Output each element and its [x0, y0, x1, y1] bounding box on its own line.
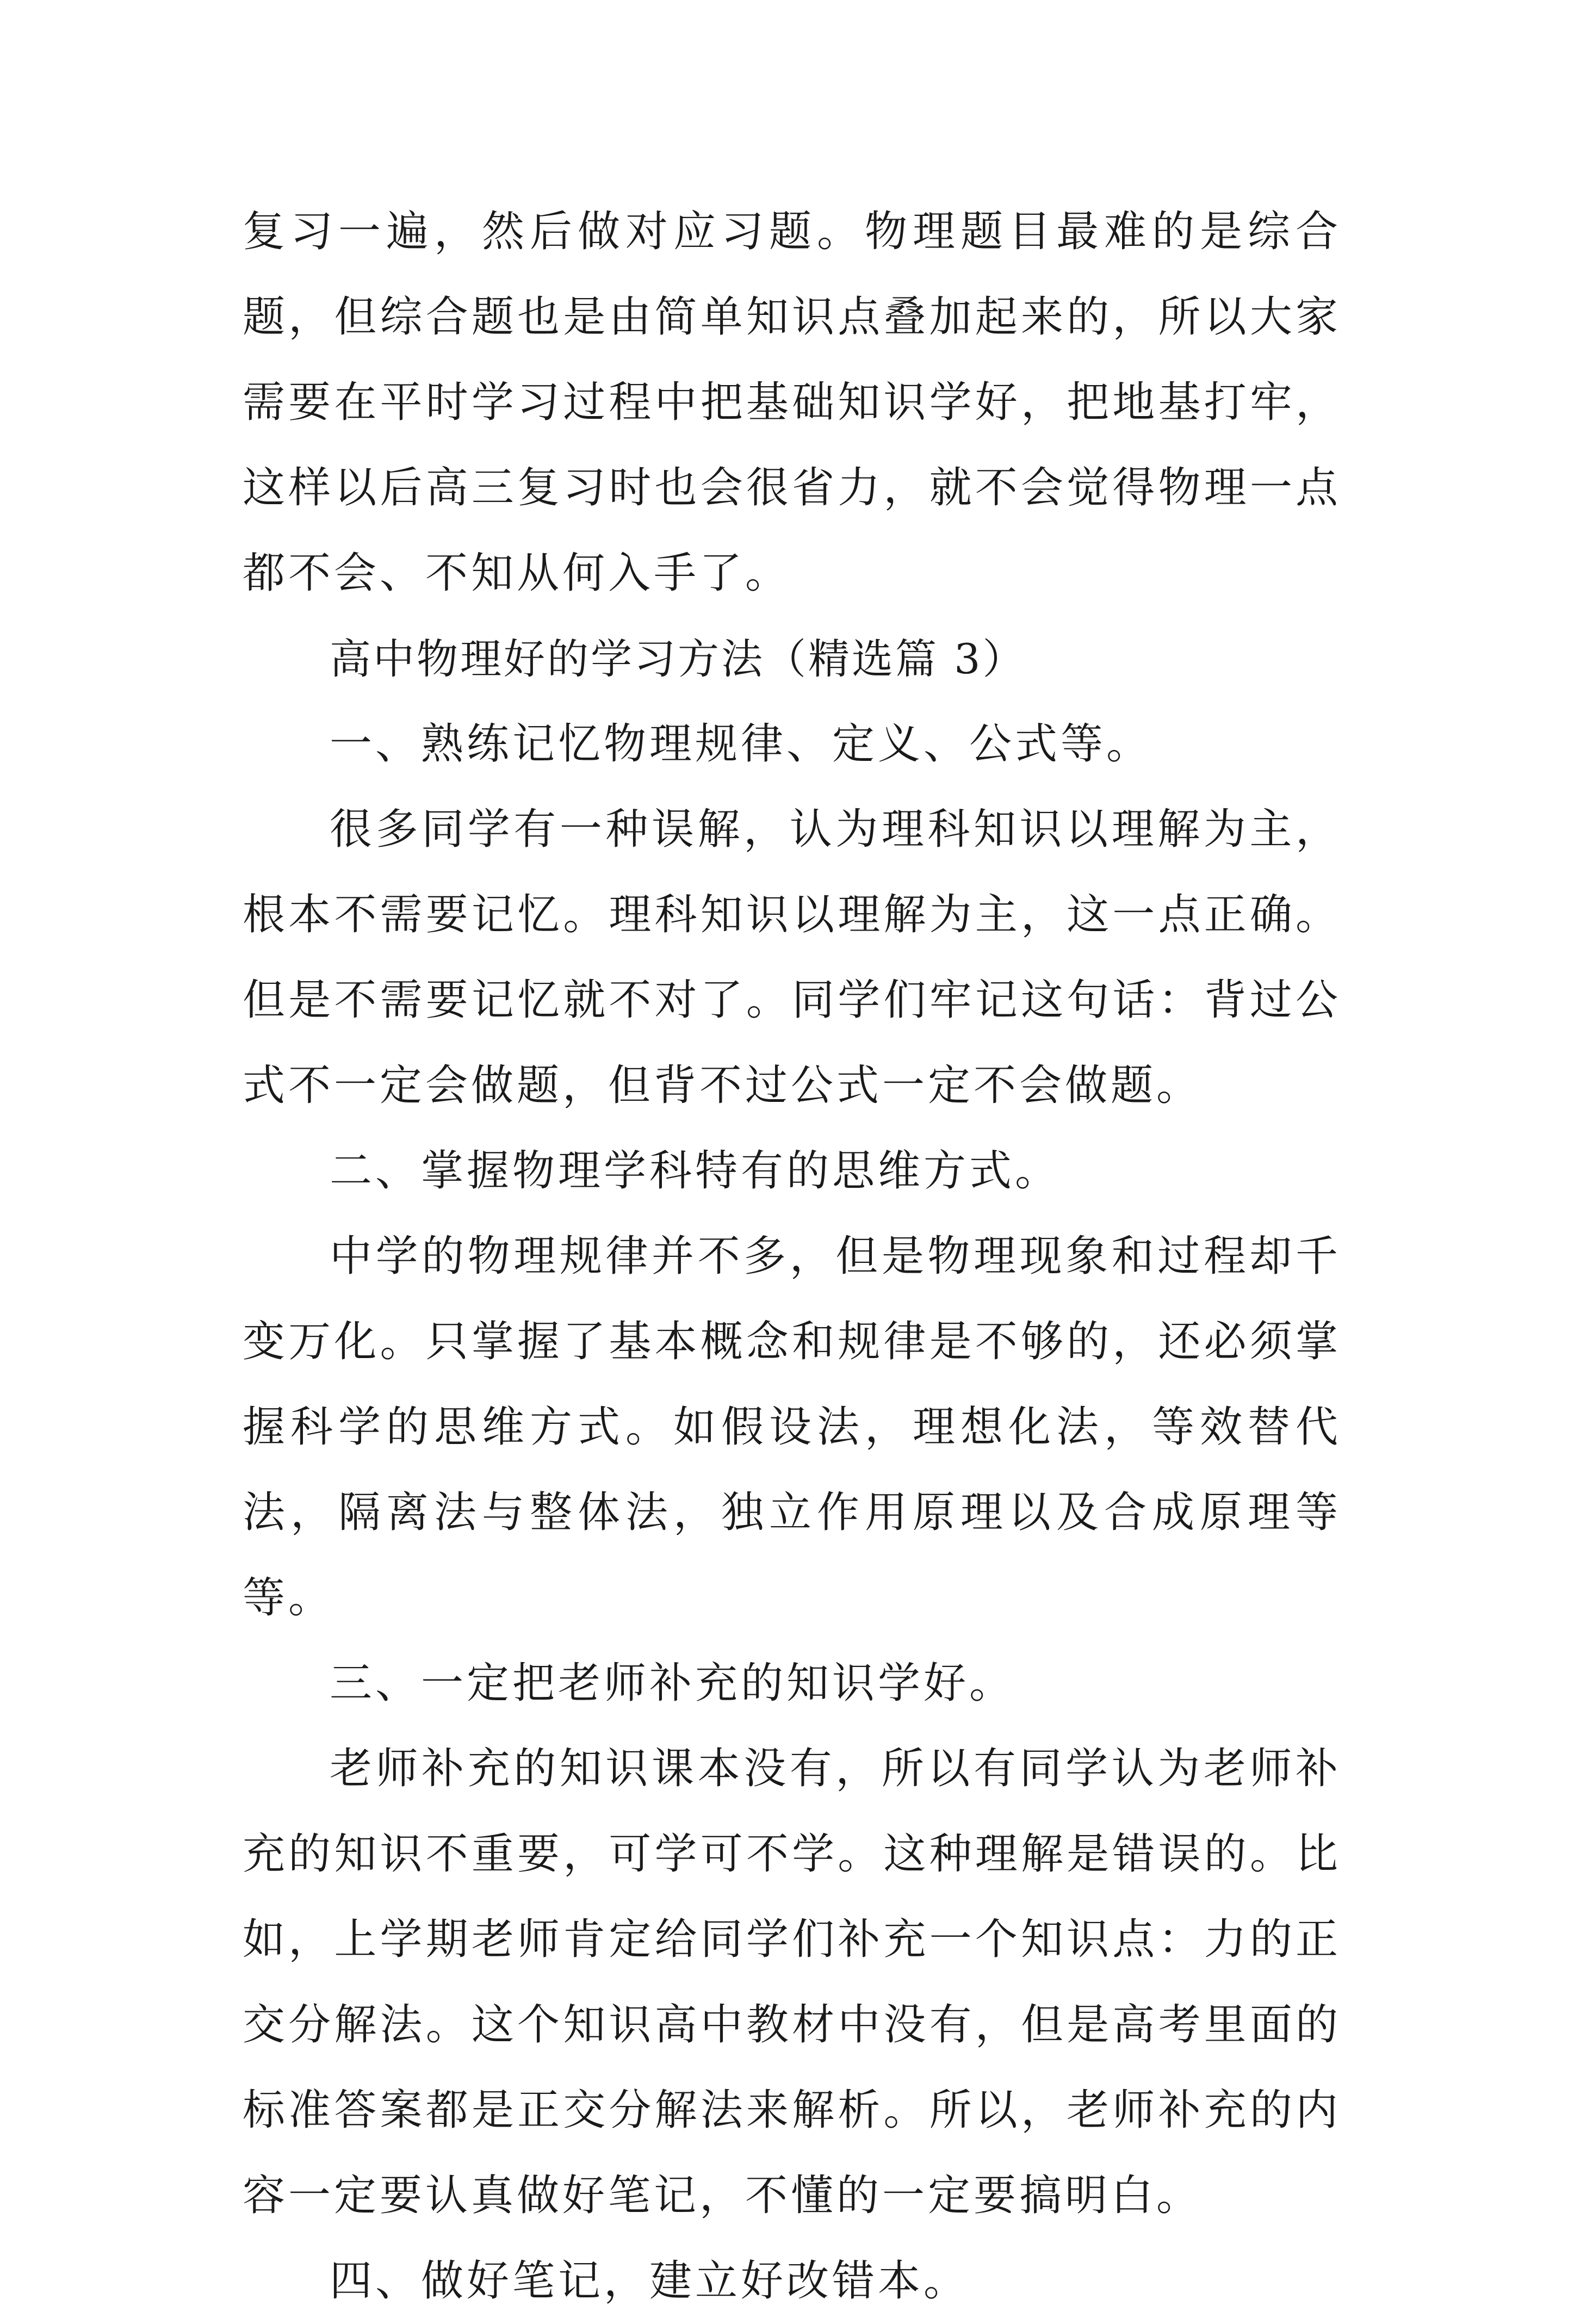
heading-thinking: 二、掌握物理学科特有的思维方式。	[330, 1146, 1061, 1195]
heading-notes: 四、做好笔记，建立好改错本。	[330, 2257, 970, 2306]
heading-memorize: 一、熟练记忆物理规律、定义、公式等。	[330, 720, 1152, 769]
heading-teacher: 三、一定把老师补充的知识学好。	[330, 1659, 1015, 1708]
paragraph-memorize: 很多同学有一种误解，认为理科知识以理解为主，根本不需要记忆。理科知识以理解为主，这一点正确。但是不需要记忆就不对了。同学们牢记这句话：背过公式不一定会做题，但背不过公式一定不会做题。	[243, 805, 1341, 1110]
section-title: 高中物理好的学习方法（精选篇 3）	[330, 635, 1026, 683]
paragraph-teacher: 老师补充的知识课本没有，所以有同学认为老师补充的知识不重要，可学可不学。这种理解是错误的。比如，上学期老师肯定给同学们补充一个知识点：力的正交分解法。这个知识高中教材中没有，但是高考里面的标准答案都是正交分解法来解析。所以，老师补充的内容一定要认真做好笔记，不懂的一定要搞明白。	[243, 1744, 1341, 2220]
paragraph-review-continued: 复习一遍，然后做对应习题。物理题目最难的是综合题，但综合题也是由简单知识点叠加起来的，所以大家需要在平时学习过程中把基础知识学好，把地基打牢，这样以后高三复习时也会很省力，就不会觉得物理一点都不会、不知从何入手了。	[243, 207, 1341, 598]
paragraph-thinking: 中学的物理规律并不多，但是物理现象和过程却千变万化。只掌握了基本概念和规律是不够的，还必须掌握科学的思维方式。如假设法，理想化法，等效替代法，隔离法与整体法，独立作用原理以及合成原理等等。	[243, 1232, 1341, 1622]
document-body	[243, 189, 1341, 2324]
